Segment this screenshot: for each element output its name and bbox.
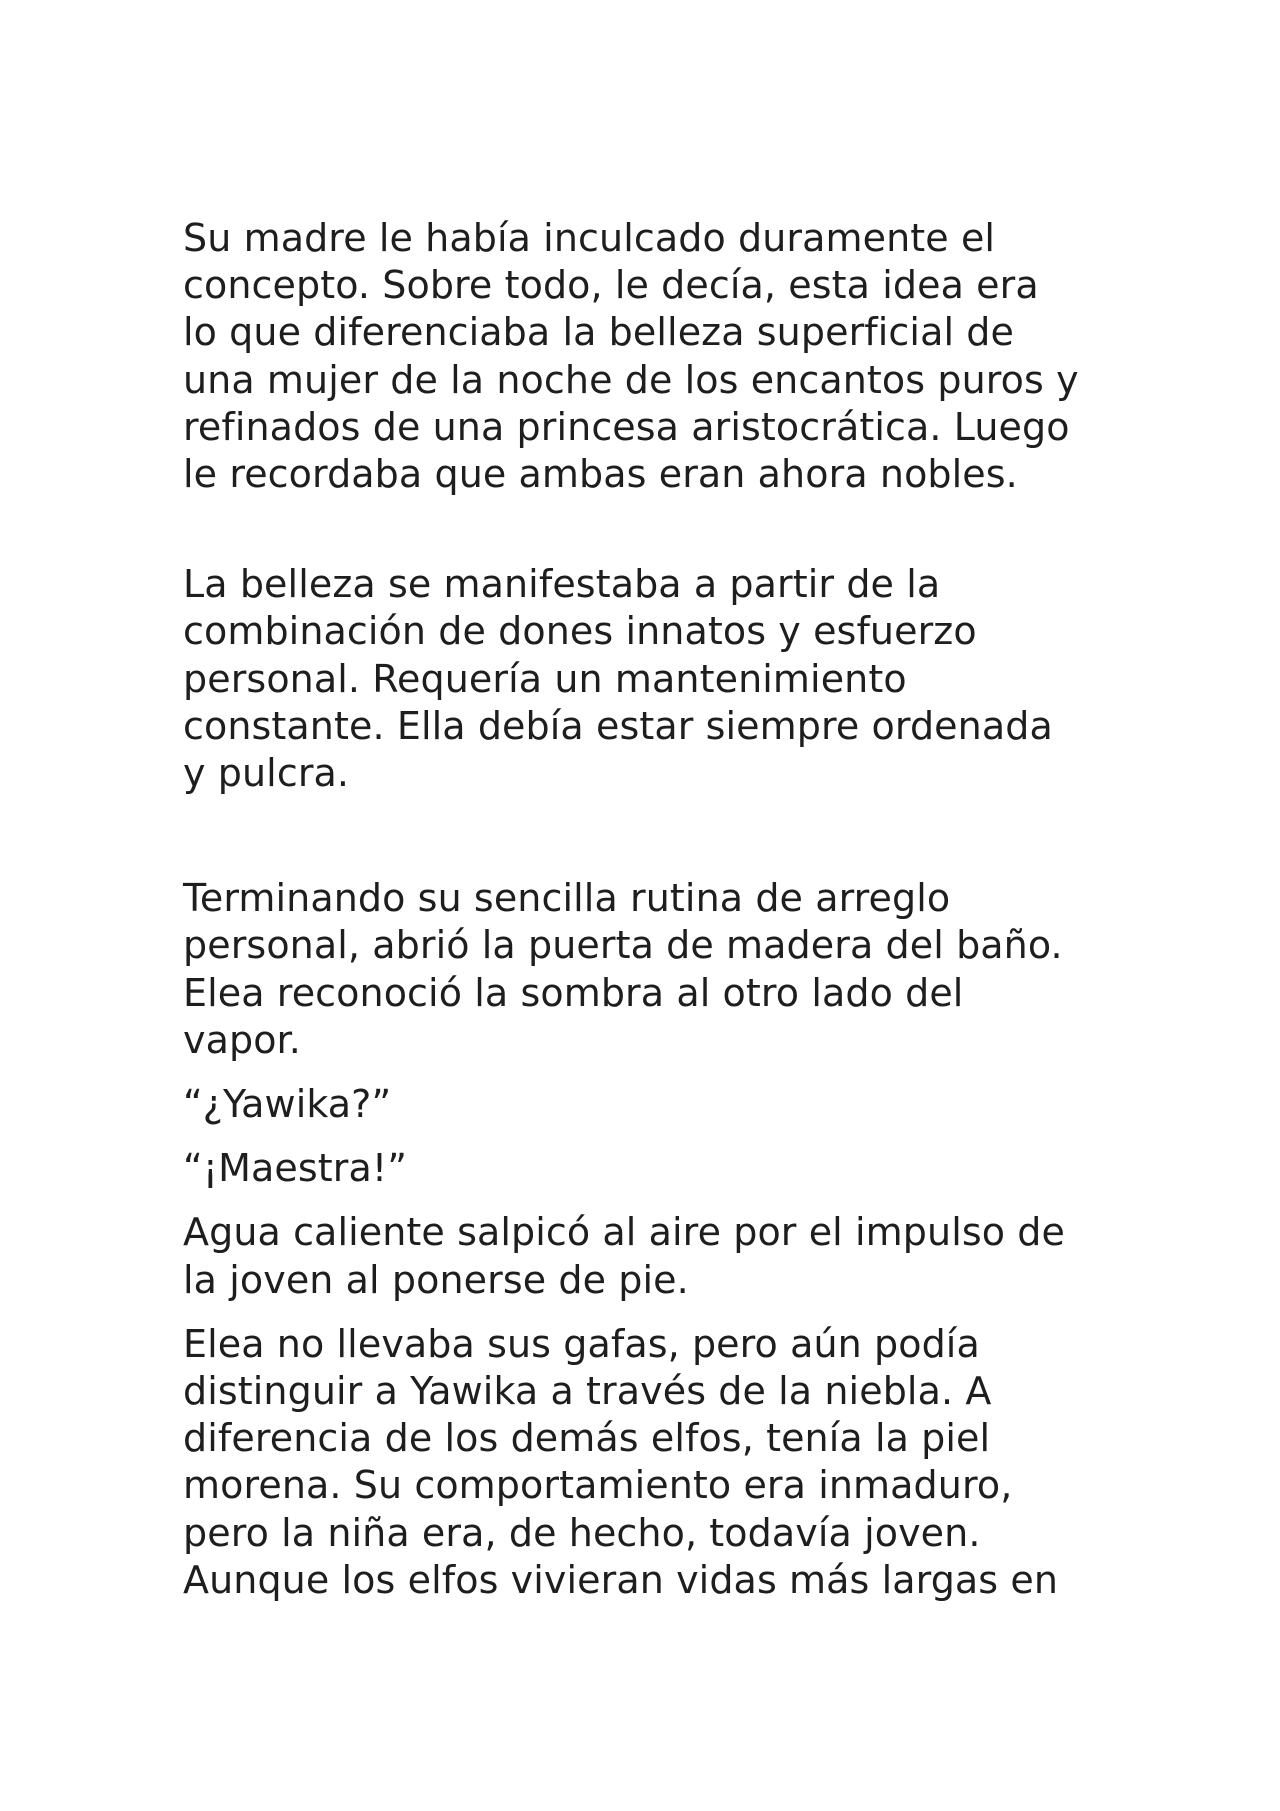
page-body-text — [183, 215, 1123, 1604]
paragraph-spacer — [183, 1064, 1123, 1081]
paragraph-spacer — [183, 1128, 1123, 1145]
paragraph-6: Agua caliente salpicó al aire por el impulso de la joven al ponerse de pie. — [183, 1210, 1065, 1302]
paragraph-1: Su madre le había inculcado duramente el concepto. Sobre todo, le decía, esta idea era lo que diferenciaba la belleza superficial de una mujer de la noche de los encantos puros y refinados de una princesa aristocrática. Luego le recordaba que ambas eran ahora nobles. — [183, 216, 1079, 497]
paragraph-2: La belleza se manifestaba a partir de la combinación de dones innatos y esfuerzo personal. Requería un mantenimiento constante. Ella debía estar siempre ordenada y pulcra. — [183, 562, 1053, 796]
dialogue-line-yawika: “¿Yawika?” — [183, 1082, 392, 1127]
paragraph-3: Terminando su sencilla rutina de arreglo personal, abrió la puerta de madera del baño. Elea reconoció la sombra al otro lado del vapor. — [183, 876, 1063, 1062]
paragraph-spacer — [183, 797, 1123, 875]
paragraph-spacer — [183, 498, 1123, 561]
paragraph-spacer — [183, 1192, 1123, 1209]
paragraph-spacer — [183, 1304, 1123, 1321]
paragraph-7: Elea no llevaba sus gafas, pero aún podía distinguir a Yawika a través de la niebla. A diferencia de los demás elfos, tenía la piel morena. Su comportamiento era inmaduro, pero la niña era, de hecho, todavía joven. Aunque los elfos vivieran vidas más largas en — [183, 1321, 1059, 1602]
dialogue-line-maestra: “¡Maestra!” — [183, 1146, 407, 1191]
